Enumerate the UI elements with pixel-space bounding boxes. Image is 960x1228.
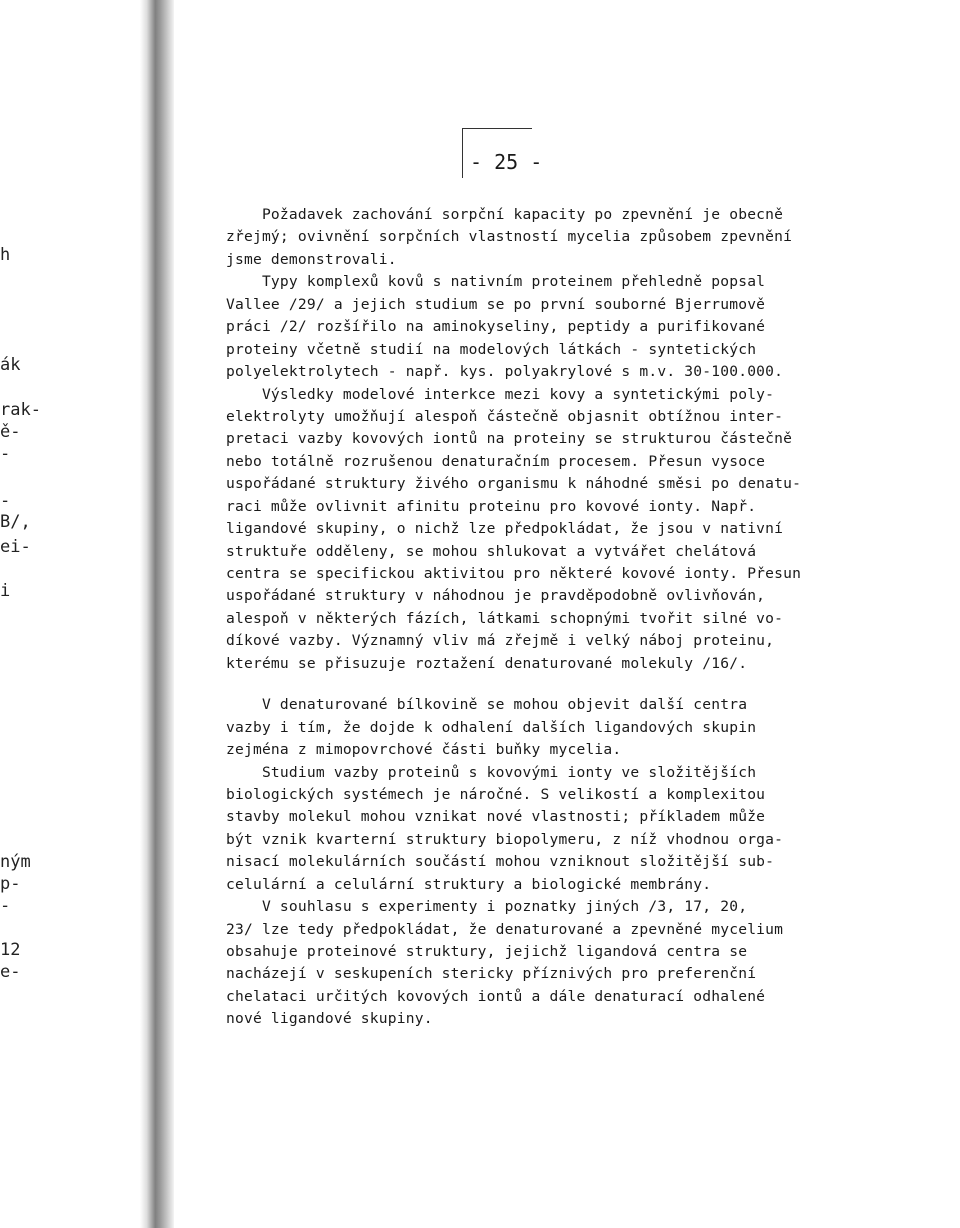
paragraph-gap [226, 675, 846, 694]
margin-fragment: B/, [0, 512, 31, 532]
text-line: nisací molekulárních součástí mohou vzniknout složitější sub- [226, 853, 775, 871]
text-line: Studium vazby proteinů s kovovými ionty ve složitějších [226, 763, 757, 781]
text-line: elektrolyty umožňují alespoň částečně objasnit obtížnou inter- [226, 407, 784, 425]
left-page-edge [0, 0, 150, 1228]
margin-fragment: - [0, 491, 11, 511]
text-line: pretaci vazby kovových iontů na proteiny se strukturou částečně [226, 430, 793, 448]
paragraph-block [226, 204, 846, 675]
text-line: obsahuje proteinové struktury, jejichž ligandová centra se [226, 943, 748, 960]
text-line: centra se specifickou aktivitou pro některé kovové ionty. Přesun [226, 565, 802, 582]
text-line: vazby i tím, že dojde k odhalení dalších ligandových skupin [226, 718, 757, 736]
margin-fragment: ák [0, 355, 21, 375]
text-line: stavby molekul mohou vznikat nové vlastnosti; příkladem může [226, 808, 766, 826]
body-text [226, 204, 846, 1031]
text-line: zejména z mimopovrchové části buňky mycelia. [226, 741, 622, 759]
margin-fragment: h [0, 245, 11, 265]
text-line: zřejmý; ovivnění sorpčních vlastností mycelia způsobem zpevnění [226, 228, 793, 246]
text-line: alespoň v některých fázích, látkami schopnými tvořit silné vo- [226, 609, 784, 627]
text-line: nacházejí v seskupeních stericky příznivých pro preferenční [226, 965, 757, 983]
bracket-top-rule [462, 128, 532, 129]
margin-fragment: ei- [0, 537, 31, 557]
binding-shadow [140, 0, 174, 1228]
text-line: Typy komplexů kovů s nativním proteinem přehledně popsal [226, 273, 766, 291]
text-line: nové ligandové skupiny. [226, 1010, 433, 1028]
bracket-left-rule [462, 128, 463, 178]
text-line: V souhlasu s experimenty i poznatky jiných /3, 17, 20, [226, 898, 748, 916]
margin-fragment: - [0, 444, 11, 464]
page-number: - 25 - [470, 150, 543, 174]
margin-fragment: ným [0, 852, 31, 872]
margin-fragment: ě- [0, 422, 21, 442]
text-line: 23/ lze tedy předpokládat, že denaturované a zpevněné mycelium [226, 920, 784, 938]
margin-fragment: - [0, 896, 11, 916]
text-line: ligandové skupiny, o nichž lze předpokládat, že jsou v nativní [226, 520, 784, 538]
text-line: raci může ovlivnit afinitu proteinu pro kovové ionty. Např. [226, 497, 757, 515]
text-line: proteiny včetně studií na modelových látkách - syntetických [226, 340, 757, 358]
margin-fragment: i [0, 581, 11, 601]
margin-fragment: 12 [0, 940, 21, 960]
text-line: celulární a celulární struktury a biologické membrány. [226, 875, 712, 893]
text-line: jsme demonstrovali. [226, 250, 397, 268]
text-line: práci /2/ rozšířilo na aminokyseliny, peptidy a purifikované [226, 318, 766, 336]
text-line: být vznik kvarterní struktury biopolymeru, z níž vhodnou orga- [226, 830, 784, 848]
text-line: polyelektrolytech - např. kys. polyakrylové s m.v. 30-100.000. [226, 363, 784, 381]
margin-fragment: e- [0, 962, 21, 982]
text-line: biologických systémech je náročné. S velikostí a komplexitou [226, 785, 766, 803]
margin-fragment: rak- [0, 400, 41, 420]
text-line: struktuře odděleny, se mohou shlukovat a vytvářet chelátová [226, 542, 757, 560]
text-line: kterému se přisuzuje roztažení denaturované molekuly /16/. [226, 654, 748, 672]
paragraph-block [226, 694, 846, 1031]
text-line: uspořádané struktury v náhodnou je pravděpodobně ovlivňován, [226, 587, 766, 605]
text-line: nebo totálně rozrušenou denaturačním procesem. Přesun vysoce [226, 452, 766, 470]
page-number-marker [462, 128, 542, 178]
text-line: Vallee /29/ a jejich studium se po první souborné Bjerrumově [226, 295, 766, 313]
margin-fragment: p- [0, 874, 21, 894]
text-line: Požadavek zachování sorpční kapacity po zpevnění je obecně [226, 206, 784, 223]
text-line: díkové vazby. Významný vliv má zřejmě i velký náboj proteinu, [226, 632, 775, 650]
text-line: chelataci určitých kovových iontů a dále denaturací odhalené [226, 987, 766, 1005]
text-line: uspořádané struktury živého organismu k náhodné směsi po denatu- [226, 475, 802, 493]
text-line: V denaturované bílkovině se mohou objevit další centra [226, 696, 748, 714]
text-line: Výsledky modelové interkce mezi kovy a syntetickými poly- [226, 385, 775, 403]
